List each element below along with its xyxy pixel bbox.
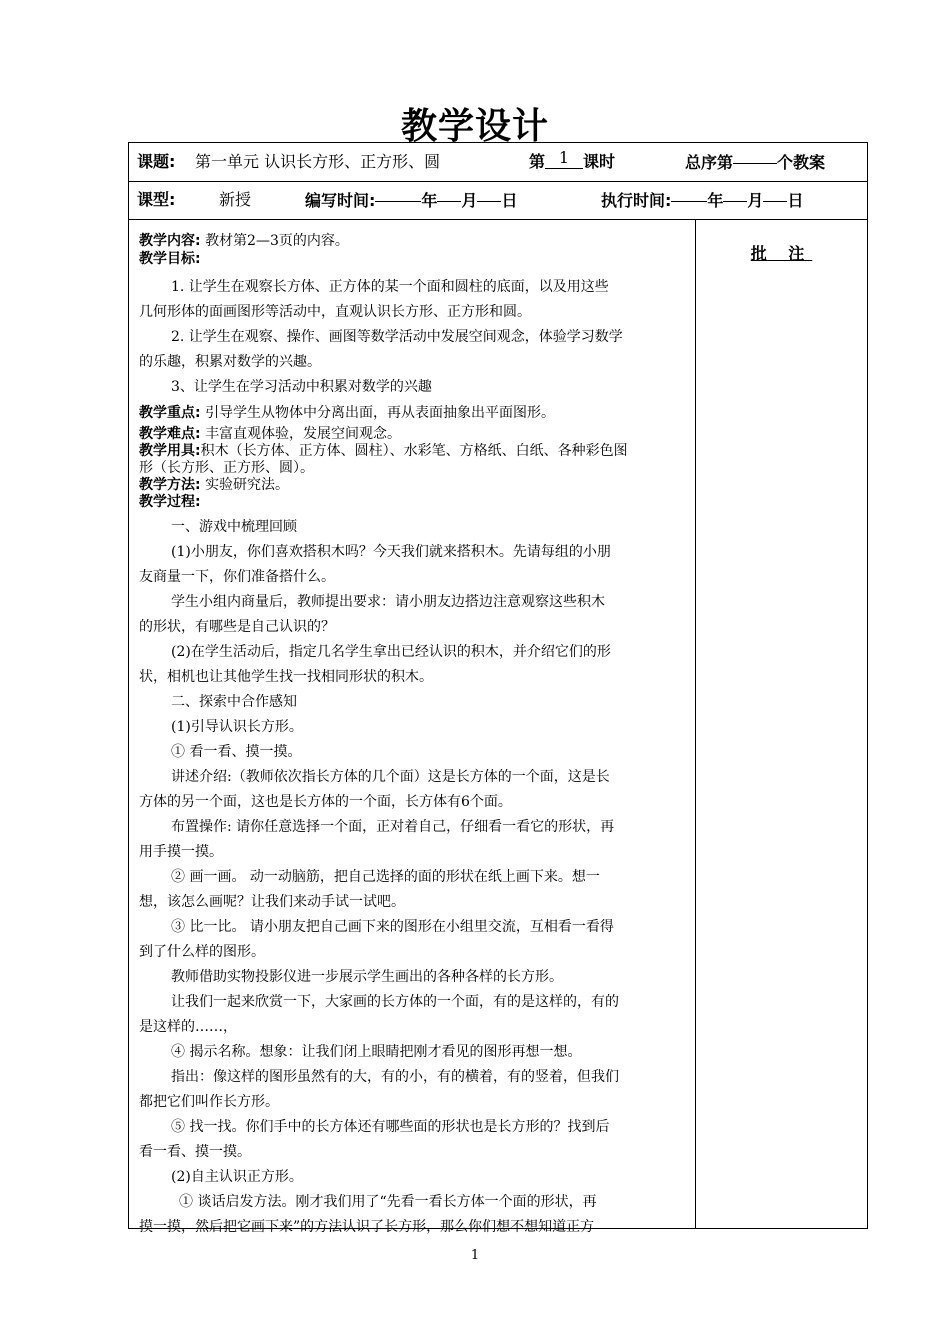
teaching-content-label: 教学内容: bbox=[139, 233, 201, 249]
tools-line2: 形（长方形、正方形、圆）。 bbox=[139, 460, 314, 476]
write-time bbox=[305, 181, 517, 220]
total-number-blank bbox=[733, 143, 777, 164]
exec-month-label: 月 bbox=[747, 191, 764, 210]
exec-year-label: 年 bbox=[707, 191, 724, 210]
write-day-label: 日 bbox=[501, 191, 518, 210]
difficulty-label: 教学难点: bbox=[139, 426, 201, 442]
exec-day-blank bbox=[763, 181, 787, 202]
goal2-line2: 的乐趣，积累对数学的兴趣。 bbox=[139, 354, 321, 370]
process-p17: (2)自主认识正方形。 bbox=[171, 1169, 303, 1185]
process-p4-line1: (2)在学生活动后，指定几名学生拿出已经认识的积木，并介绍它们的形 bbox=[171, 644, 611, 660]
lesson-plan-table bbox=[128, 142, 868, 1235]
header-row-topic bbox=[129, 143, 867, 182]
process-p5: 二、探索中合作感知 bbox=[171, 694, 297, 710]
page-title: 教学设计 bbox=[400, 106, 549, 147]
exec-year-blank bbox=[671, 181, 707, 202]
type-value: 新授 bbox=[219, 190, 252, 209]
notes-heading: 批 注 bbox=[750, 244, 813, 263]
process-p9-line1: 布置操作: 请你任意选择一个面，正对着自己，仔细看一看它的形状，再 bbox=[171, 819, 615, 835]
process-p12: 教师借助实物投影仪进一步展示学生画出的各种各样的长方形。 bbox=[171, 969, 563, 985]
process-p18-line1: ① 谈话启发方法。刚才我们用了“先看一看长方体一个面的形状，再 bbox=[179, 1194, 597, 1210]
lesson-number: 1 bbox=[545, 148, 583, 169]
process-p8-line1: 讲述介绍:（教师依次指长方体的几个面）这是长方体的一个面，这是长 bbox=[171, 769, 610, 785]
teaching-content-value: 教材第2—3页的内容。 bbox=[205, 233, 349, 249]
key-label: 教学重点: bbox=[139, 405, 201, 421]
process-p18-line2: 摸一摸，然后把它画下来”的方法认识了长方形，那么你们想不想知道正方 bbox=[139, 1219, 595, 1235]
goal1-line2: 几何形体的面画图形等活动中，直观认识长方形、正方形和圆。 bbox=[139, 304, 531, 320]
process-p16-line1: ⑤ 找一找。你们手中的长方体还有哪些面的形状也是长方形的？找到后 bbox=[171, 1119, 610, 1135]
process-p8-line2: 方体的另一个面，这也是长方体的一个面，长方体有6个面。 bbox=[139, 794, 512, 810]
process-p2-line1: (1)小朋友，你们喜欢搭积木吗？今天我们就来搭积木。先请每组的小朋 bbox=[171, 544, 611, 560]
page-number: 1 bbox=[470, 1248, 480, 1263]
process-p15-line2: 都把它们叫作长方形。 bbox=[139, 1094, 279, 1110]
process-p13-line2: 是这样的……， bbox=[139, 1019, 237, 1035]
process-p13-line1: 让我们一起来欣赏一下，大家画的长方体的一个面，有的是这样的，有的 bbox=[171, 994, 619, 1010]
topic-value: 第一单元 认识长方形、正方形、圆 bbox=[195, 152, 441, 171]
write-month-blank bbox=[437, 181, 461, 202]
process-p2-line2: 友商量一下，你们准备搭什么。 bbox=[139, 569, 335, 585]
write-time-label: 编写时间: bbox=[305, 191, 376, 210]
topic-label: 课题: bbox=[137, 152, 176, 171]
process-p10-line2: 想，该怎么画呢？让我们来动手试一试吧。 bbox=[139, 894, 405, 910]
teaching-content-line bbox=[139, 231, 349, 251]
process-label: 教学过程: bbox=[139, 494, 201, 510]
tools-label: 教学用具: bbox=[139, 443, 201, 459]
goal3: 3、让学生在学习活动中积累对数学的兴趣 bbox=[171, 379, 432, 395]
lesson-count bbox=[529, 143, 615, 181]
write-month-label: 月 bbox=[461, 191, 478, 210]
exec-day-label: 日 bbox=[787, 191, 804, 210]
process-p16-line2: 看一看、摸一摸。 bbox=[139, 1144, 251, 1160]
type-label: 课型: bbox=[137, 190, 176, 209]
process-p11-line1: ③ 比一比。 请小朋友把自己画下来的图形在小组里交流，互相看一看得 bbox=[171, 919, 614, 935]
process-p3-line2: 的形状，有哪些是自己认识的？ bbox=[139, 619, 335, 635]
write-day-blank bbox=[477, 181, 501, 202]
key-value: 引导学生从物体中分离出面，再从表面抽象出平面图形。 bbox=[205, 405, 556, 421]
process-p9-line2: 用手摸一摸。 bbox=[139, 844, 223, 860]
process-p10-line1: ② 画一画。 动一动脑筋，把自己选择的面的形状在纸上画下来。想一 bbox=[171, 869, 600, 885]
process-p7: ① 看一看、摸一摸。 bbox=[171, 744, 302, 760]
process-p14: ④ 揭示名称。想象：让我们闭上眼睛把刚才看见的图形再想一想。 bbox=[171, 1044, 582, 1060]
key-line bbox=[139, 403, 555, 423]
tools-value-l1: 积木（长方体、正方体、圆柱）、水彩笔、方格纸、白纸、各种彩色图 bbox=[200, 443, 628, 459]
goals-label: 教学目标: bbox=[139, 251, 201, 267]
header-row-type bbox=[129, 181, 867, 220]
exec-time-label: 执行时间: bbox=[601, 191, 672, 210]
process-p6: (1)引导认识长方形。 bbox=[171, 719, 303, 735]
total-count bbox=[685, 143, 825, 182]
column-divider bbox=[695, 219, 696, 1229]
process-p11-line2: 到了什么样的图形。 bbox=[139, 944, 265, 960]
process-p4-line2: 状，相机也让其他学生找一找相同形状的积木。 bbox=[139, 669, 433, 685]
write-year-label: 年 bbox=[421, 191, 438, 210]
exec-time bbox=[601, 181, 803, 220]
goal2-line1: 2. 让学生在观察、操作、画图等数学活动中发展空间观念，体验学习数学 bbox=[171, 329, 623, 345]
process-p1: 一、游戏中梳理回顾 bbox=[171, 519, 297, 535]
total-suffix: 个教案 bbox=[777, 153, 826, 172]
method-label: 教学方法: bbox=[139, 477, 201, 493]
write-year-blank bbox=[375, 181, 421, 202]
goal1-line1: 1. 让学生在观察长方体、正方体的某一个面和圆柱的底面，以及用这些 bbox=[171, 279, 609, 295]
total-prefix: 总序第 bbox=[685, 153, 734, 172]
difficulty-value: 丰富直观体验，发展空间观念。 bbox=[205, 426, 402, 442]
method-value: 实验研究法。 bbox=[205, 477, 290, 493]
lesson-prefix: 第 bbox=[529, 152, 546, 171]
process-p15-line1: 指出：像这样的图形虽然有的大，有的小，有的横着，有的竖着，但我们 bbox=[171, 1069, 619, 1085]
process-p3-line1: 学生小组内商量后，教师提出要求：请小朋友边搭边注意观察这些积木 bbox=[171, 594, 605, 610]
exec-month-blank bbox=[723, 181, 747, 202]
lesson-suffix: 课时 bbox=[583, 152, 616, 171]
